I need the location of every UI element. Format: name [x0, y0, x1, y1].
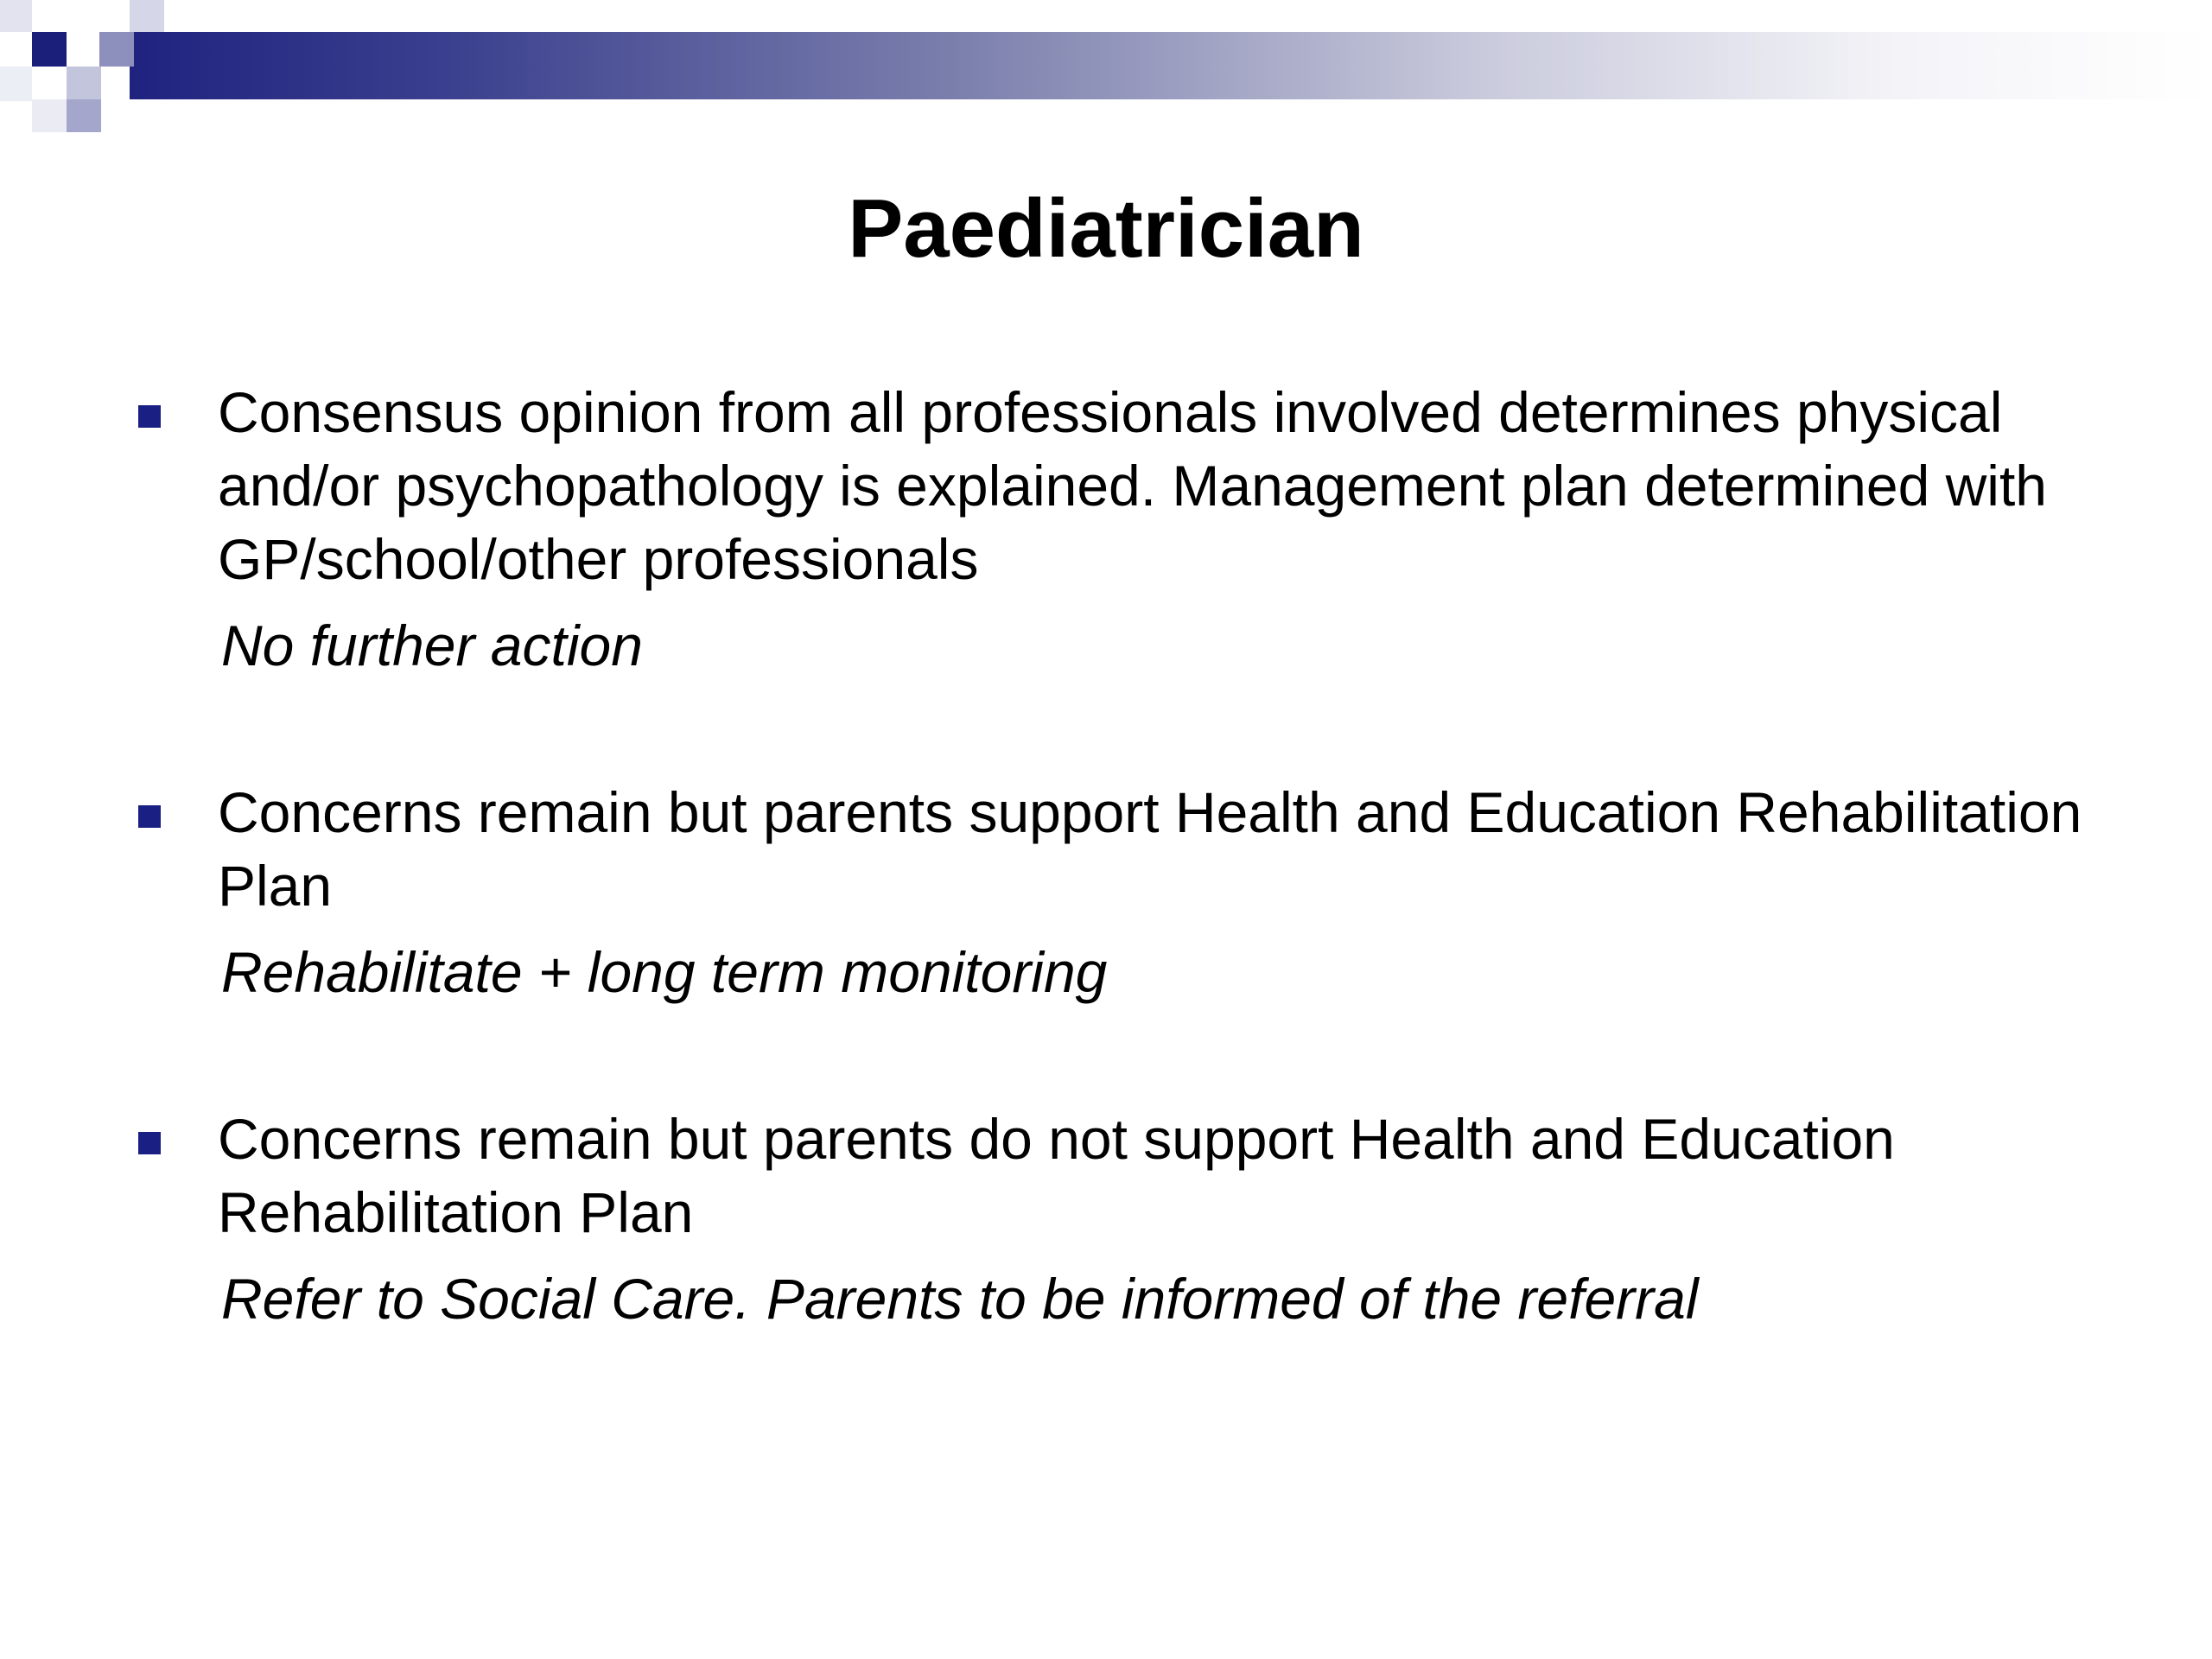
bullet-list	[130, 376, 2082, 1336]
decorative-square	[67, 67, 101, 99]
decorative-square	[99, 32, 134, 67]
square-bullet-icon	[138, 805, 161, 828]
decorative-square	[32, 32, 67, 67]
bullet-text: Concerns remain but parents do not support Health and Education Rehabilitation Plan	[218, 1107, 1895, 1244]
bullet-action: No further action	[221, 613, 643, 677]
bullet-text: Concerns remain but parents support Health and Education Rehabilitation Plan	[218, 780, 2082, 918]
decorative-square	[67, 99, 101, 132]
bullet-text: Consensus opinion from all professionals involved determines physical and/or psychopathology is explained. Management plan determined with GP/school/other professionals	[218, 380, 2047, 591]
square-bullet-icon	[138, 405, 161, 428]
header-gradient-band	[130, 32, 2212, 99]
bullet-item	[130, 776, 2082, 1009]
square-bullet-icon	[138, 1132, 161, 1154]
decorative-square	[0, 67, 32, 101]
bullet-action: Rehabilitate + long term monitoring	[221, 940, 1108, 1004]
decorative-square	[32, 99, 67, 132]
bullet-item	[130, 1103, 2082, 1336]
bullet-action: Refer to Social Care. Parents to be informed of the referral	[221, 1267, 1699, 1331]
bullet-item	[130, 376, 2082, 683]
decorative-square	[130, 0, 164, 32]
decorative-square	[0, 0, 32, 32]
slide-title: Paediatrician	[848, 182, 1364, 275]
